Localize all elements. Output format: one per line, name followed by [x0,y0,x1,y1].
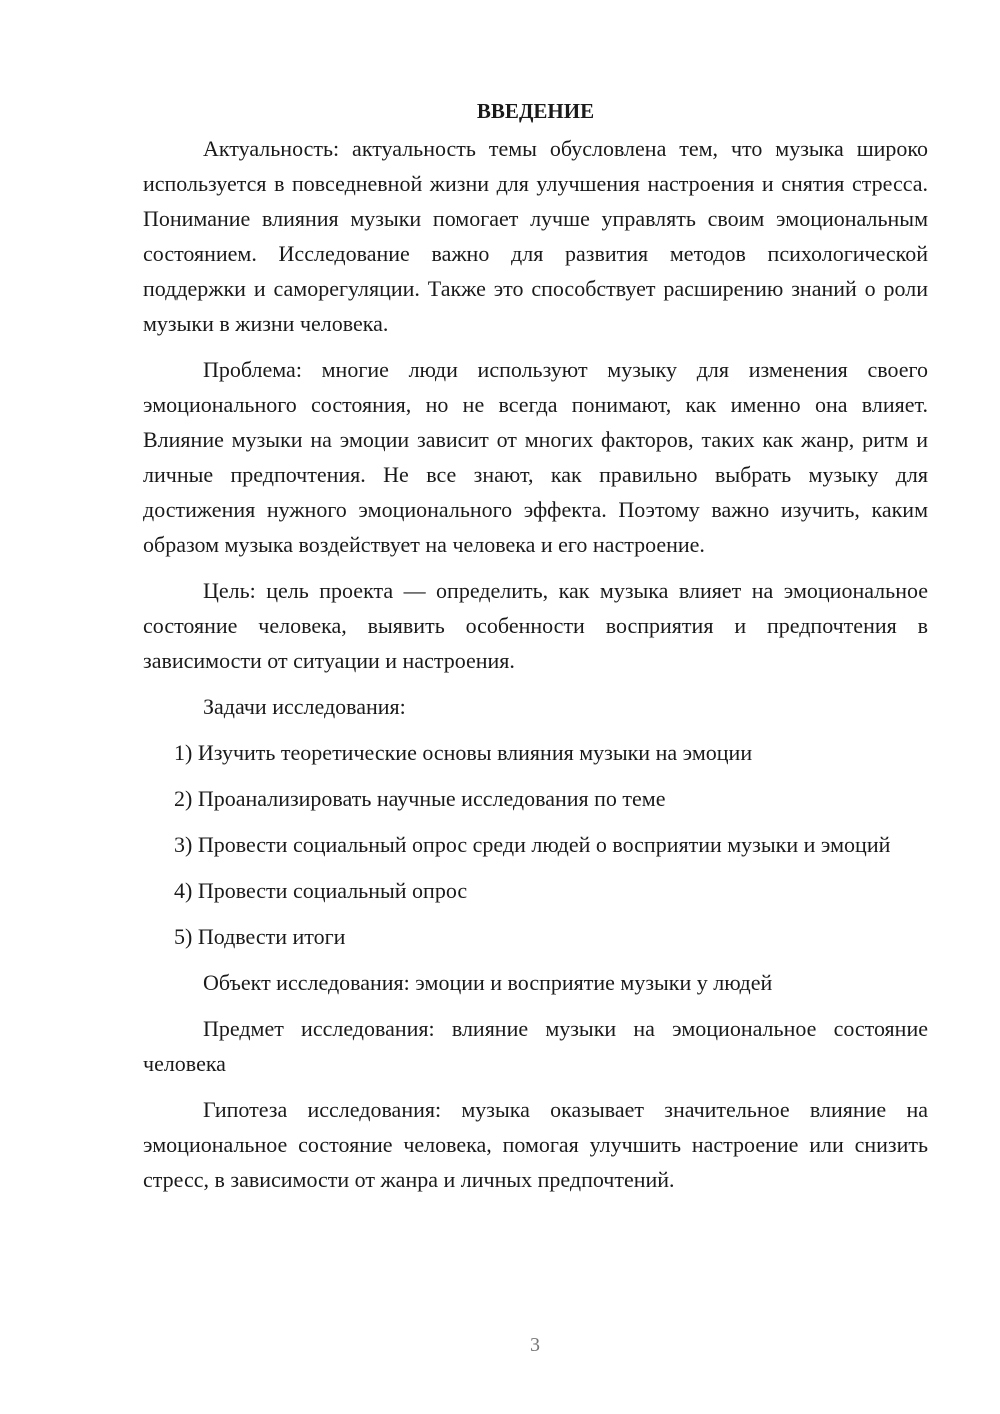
task-item-4: 4) Провести социальный опрос [174,878,468,903]
task-item-2: 2) Проанализировать научные исследования по теме [174,786,666,811]
task-item-1: 1) Изучить теоретические основы влияния музыки на эмоции [174,740,753,765]
page-title: ВВЕДЕНИЕ [476,99,595,123]
goal-paragraph: Цель: цель проекта — определить, как музыка влияет на эмоциональное состояние человека, выявить особенности восприятия и предпочтения в зависимости от ситуации и настроения. [143,578,928,673]
document-page [143,96,928,1208]
hypothesis-paragraph: Гипотеза исследования: музыка оказывает значительное влияние на эмоциональное состояние человека, помогая улучшить настроение или снизить стресс, в зависимости от жанра и личных предпочтений. [143,1097,928,1192]
page-number: 3 [530,1334,540,1356]
task-item-5: 5) Подвести итоги [174,924,346,949]
tasks-heading: Задачи исследования: [203,694,406,719]
object-paragraph: Объект исследования: эмоции и восприятие музыки у людей [203,970,773,995]
subject-paragraph: Предмет исследования: влияние музыки на эмоциональное состояние человека [143,1016,928,1076]
task-item-3: 3) Провести социальный опрос среди людей о восприятии музыки и эмоций [174,832,891,857]
relevance-paragraph: Актуальность: актуальность темы обусловлена тем, что музыка широко используется в повседневной жизни для улучшения настроения и снятия стресса. Понимание влияния музыки помогает лучше управлять своим эмоциональным состоянием. Исследование важно для развития методов психологической поддержки и саморегуляции. Также это способствует расширению знаний о роли музыки в жизни человека. [143,136,928,336]
problem-paragraph: Проблема: многие люди используют музыку для изменения своего эмоционального состояния, но не всегда понимают, как именно она влияет. Влияние музыки на эмоции зависит от многих факторов, таких как жанр, ритм и личные предпочтения. Не все знают, как правильно выбрать музыку для достижения нужного эмоционального эффекта. Поэтому важно изучить, каким образом музыка воздействует на человека и его настроение. [143,357,928,557]
